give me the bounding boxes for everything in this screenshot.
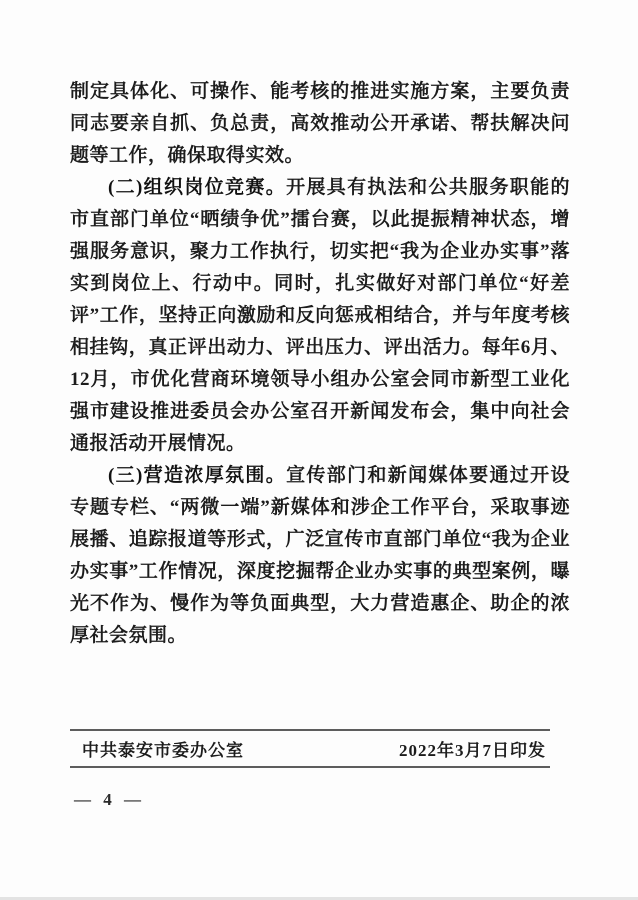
section-heading: (二)组织岗位竞赛。 [108,177,287,198]
page-number: — 4 — [74,790,145,809]
paragraph-section-3 [70,460,570,652]
paragraph-text: 制定具体化、可操作、能考核的推进实施方案，主要负责同志要亲自抓、负总责，高效推动公开承诺、帮扶解决问题等工作，确保取得实效。 [70,81,570,166]
document-footer [70,729,550,768]
document-body [70,76,570,652]
section-heading: (三)营造浓厚氛围。 [108,465,287,486]
paragraph-text: 宣传部门和新闻媒体要通过开设专题专栏、“两微一端”新媒体和涉企工作平台，采取事迹展播、追踪报道等形式，广泛宣传市直部门单位“我为企业办实事”工作情况，深度挖掘帮企业办实事的典型案例，曝光不作为、慢作为等负面典型，大力营造惠企、助企的浓厚社会氛围。 [70,465,570,646]
paragraph-text: 开展具有执法和公共服务职能的市直部门单位“晒绩争优”擂台赛，以此提振精神状态，增强服务意识，聚力工作执行，切实把“我为企业办实事”落实到岗位上、行动中。同时，扎实做好对部门单位“好差评”工作，坚持正向激励和反向惩戒相结合，并与年度考核相挂钩，真正评出动力、评出压力、评出活力。每年6月、12月，市优化营商环境领导小组办公室会同市新型工业化强市建设推进委员会办公室召开新闻发布会，集中向社会通报活动开展情况。 [70,177,570,454]
print-date-label: 2022年3月7日印发 [399,741,546,760]
paragraph-section-2 [70,172,570,460]
issuing-office-label: 中共泰安市委办公室 [82,741,244,760]
paragraph-continuation [70,76,570,172]
